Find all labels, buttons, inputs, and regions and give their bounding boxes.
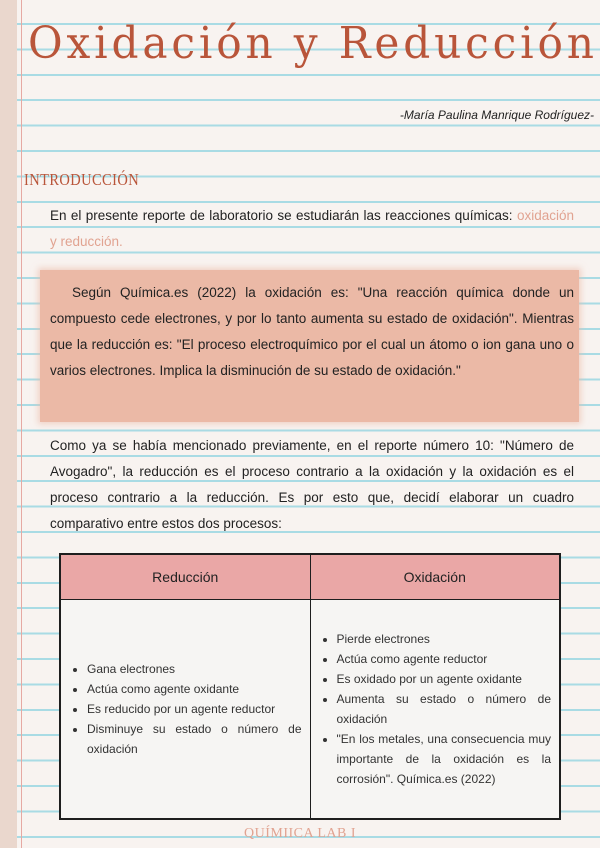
quote-paragraph: Según Química.es (2022) la oxidación es: "Una reacción química donde un compuesto cede electrones, y por lo tanto aumenta su estado de oxidación". Mientras que la reducción es: "El proceso electroquímico por el cual un átomo o ion gana uno o varios electrones. Implica la disminución de su estado de oxidación." (50, 285, 574, 378)
list-item: • Aumenta su estado o número de oxidación (337, 689, 552, 729)
left-margin-strip (0, 0, 17, 848)
list-item: • Actúa como agente reductor (337, 649, 552, 669)
list-item: • Es oxidado por un agente oxidante (337, 669, 552, 689)
comparison-table (59, 553, 561, 820)
reduccion-cell (60, 600, 310, 820)
intro-highlight: oxidación y reducción. (50, 208, 574, 249)
section-heading-introduccion: INTRODUCCIÓN (24, 170, 140, 189)
list-item: • "En los metales, una consecuencia muy importante de la oxidación es la corrosión". Química.es (2022) (337, 729, 552, 789)
table-row (60, 600, 560, 820)
page-title: Oxidación y Reducción (28, 18, 598, 69)
margin-line (21, 0, 22, 848)
list-item: • Disminuye su estado o número de oxidación (87, 719, 302, 759)
author-name: -María Paulina Manrique Rodríguez- (399, 108, 594, 122)
page-footer: QUÍMIICA LAB I (244, 826, 356, 841)
list-item: • Actúa como agente oxidante (87, 679, 302, 699)
intro-paragraph (50, 203, 574, 254)
comparison-intro-paragraph: Como ya se había mencionado previamente, en el reporte número 10: "Número de Avogadro", la reducción es el proceso contrario a la oxidación y la oxidación es el proceso contrario a la reducción. Es por esto que, decidí elaborar un cuadro comparativo entre estos dos procesos: (50, 438, 574, 531)
list-item: • Gana electrones (87, 659, 302, 679)
table-header-row (60, 554, 560, 600)
oxidacion-cell (310, 600, 560, 820)
intro-text: En el presente reporte de laboratorio se estudiarán las reacciones químicas: (50, 208, 513, 223)
header-reduccion: Reducción (60, 554, 310, 600)
list-item: • Pierde electrones (337, 629, 552, 649)
header-oxidacion: Oxidación (310, 554, 560, 600)
reduccion-list (71, 659, 302, 759)
list-item: • Es reducido por un agente reductor (87, 699, 302, 719)
oxidacion-list (321, 629, 552, 789)
